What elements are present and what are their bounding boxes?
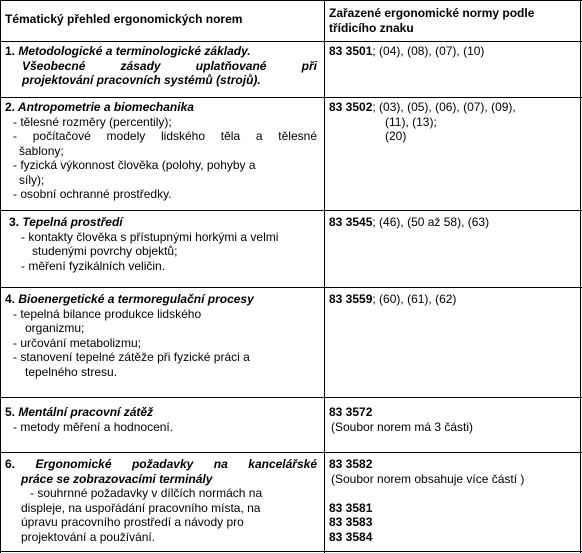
header-right-line1: Zařazené ergonomické normy podle (329, 6, 535, 20)
norm-code: 83 3545 (329, 215, 373, 229)
topic-item: - měření fyzikálních veličin. (21, 258, 166, 273)
norms-4 (329, 292, 456, 307)
topic-item: - osobní ochranné prostředky. (13, 187, 172, 201)
norm-spacer (329, 486, 524, 501)
topic-item: - tělesné rozměry (percentily); (13, 114, 172, 129)
topic-item-cont: síly); (19, 172, 45, 187)
norm-parts: ; (04), (08), (07), (10) (372, 44, 485, 58)
topic-item-cont: tepelného stresu. (25, 364, 118, 379)
topic-item-cont: šablony; (19, 143, 64, 158)
norms-3 (329, 215, 489, 230)
topic-item: - metody měření a hodnocení. (13, 419, 174, 434)
norms-6 (329, 457, 524, 544)
topic-3 (9, 215, 321, 273)
row-divider (0, 41, 582, 42)
norm-parts: ; (60), (61), (62) (372, 292, 457, 306)
norm-parts: (20) (385, 129, 407, 143)
norms-1 (329, 44, 484, 59)
topic-item: - fyzická výkonnost člověka (polohy, pohyby a (13, 158, 256, 172)
topic-title: Ergonomické požadavky na kancelářské (35, 457, 317, 471)
topic-item-cont: studenými povrchy objektů; (32, 244, 178, 258)
table-border-left (0, 0, 1, 553)
topic-item: - počítačové modely lidského těla a tělesné (13, 129, 317, 143)
topic-title: Všeobecné zásady uplatňované při (22, 58, 317, 73)
topic-title: Metodologické a terminologické základy. (18, 44, 251, 58)
header-right-line2: třídicího znaku (329, 20, 414, 35)
norm-code: 83 3501 (329, 44, 373, 58)
column-divider (324, 0, 325, 553)
topic-number: 4. (5, 292, 16, 306)
norm-code: 83 3581 (329, 500, 373, 515)
norm-note: (Soubor norem obsahuje více částí ) (331, 471, 525, 486)
norm-parts: (11), (13); (385, 114, 437, 129)
norms-2 (329, 100, 516, 144)
topic-item: - určování metabolizmu; (13, 335, 142, 350)
topic-title: Bioenergetické a termoregulační procesy (18, 292, 254, 306)
topic-number: 3. (9, 215, 20, 229)
topic-item-cont: úpravu pracovního prostředí a návody pro (21, 515, 244, 529)
norm-note: (Soubor norem má 3 části) (331, 419, 474, 434)
topic-item: - kontakty člověka s přístupnými horkými a velmi (21, 229, 279, 244)
row-divider (0, 210, 582, 211)
topic-1 (5, 44, 317, 88)
norm-code: 83 3582 (329, 457, 373, 471)
norm-parts: ; (46), (50 až 58), (63) (372, 215, 490, 229)
topic-6 (5, 457, 317, 544)
row-divider (0, 397, 582, 398)
topic-4 (5, 292, 317, 379)
topic-item: - stanovení tepelné zátěže při fyzické práci a (13, 350, 250, 364)
topic-5 (5, 405, 317, 434)
topic-item: - souhrnné požadavky v dílčích normách na (30, 486, 263, 500)
topic-number: 2. (5, 100, 16, 114)
row-divider (0, 551, 582, 552)
table-border-top (0, 0, 582, 1)
topic-number: 5. (5, 405, 16, 419)
topic-item-cont: projektování a používání. (21, 529, 156, 544)
norm-code: 83 3572 (329, 405, 373, 419)
norms-5 (329, 405, 473, 434)
topic-title: práce se zobrazovacími terminály (21, 471, 213, 486)
topic-title: Mentální pracovní zátěž (18, 405, 154, 419)
norm-code: 83 3502 (329, 100, 373, 114)
row-divider (0, 287, 582, 288)
norm-code: 83 3583 (329, 515, 373, 529)
norm-code: 83 3584 (329, 529, 373, 544)
row-divider (0, 97, 582, 98)
topic-title: Antropometrie a biomechanika (17, 100, 194, 114)
topic-number: 6. (5, 457, 16, 471)
header-right (329, 6, 534, 35)
topic-item-cont: organizmu; (25, 321, 85, 335)
topic-title: Tepelná prostředí (22, 215, 123, 229)
row-divider (0, 452, 582, 453)
topic-item-cont: displeje, na uspořádání pracovního místa, na (21, 500, 261, 515)
topic-number: 1. (5, 44, 16, 58)
topic-item: - tepelná bilance produkce lidského (13, 306, 202, 321)
topic-title: projektování pracovních systémů (strojů). (22, 73, 261, 87)
header-left: Tématický přehled ergonomických norem (5, 12, 243, 26)
topic-2 (5, 100, 317, 202)
norm-parts: ; (03), (05), (06), (07), (09), (372, 100, 516, 114)
norm-code: 83 3559 (329, 292, 373, 306)
table-border-right (580, 0, 581, 553)
